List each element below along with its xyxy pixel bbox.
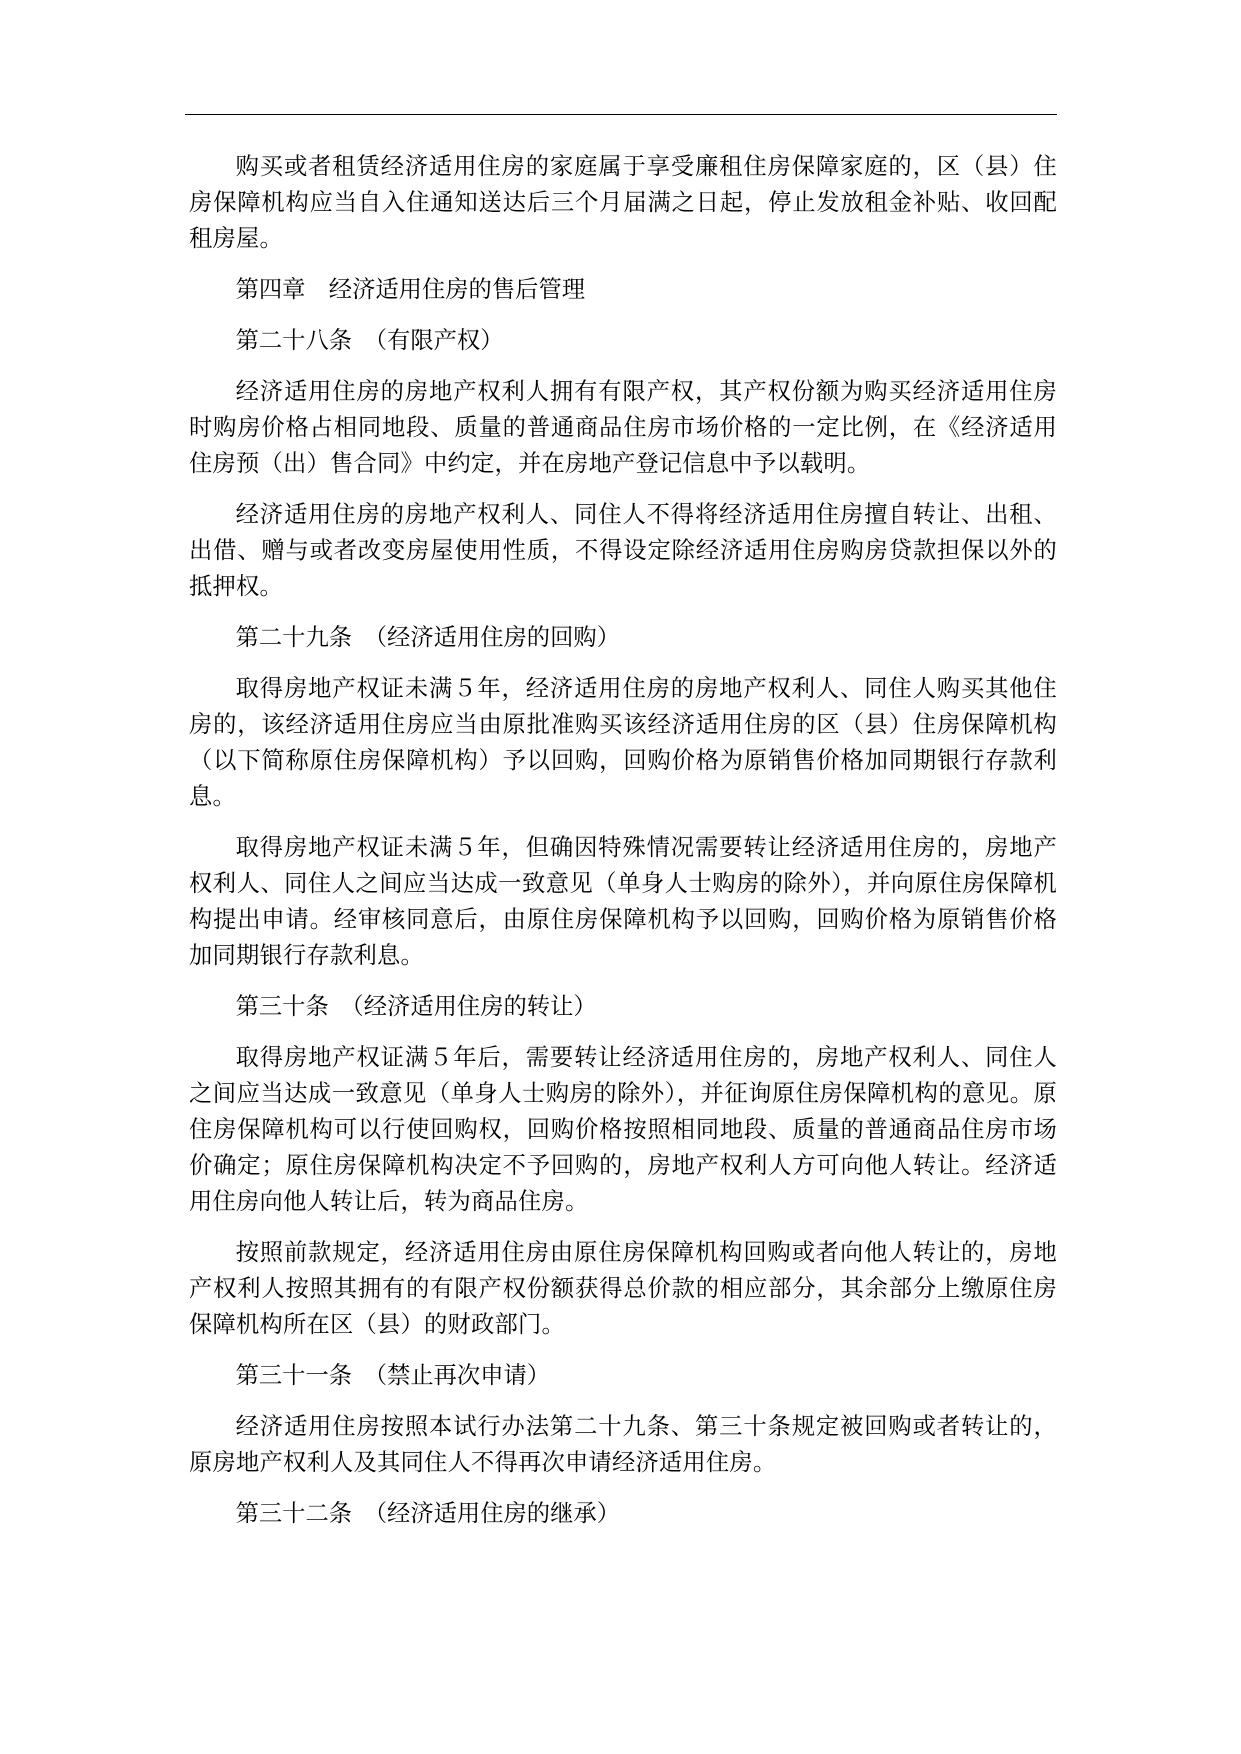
article-28-para-2: 经济适用住房的房地产权利人、同住人不得将经济适用住房擅自转让、出租、出借、赠与或者改变房屋使用性质，不得设定除经济适用住房购房贷款担保以外的抵押权。 <box>189 501 1057 600</box>
article-30-heading: 第三十条 （经济适用住房的转让） <box>235 993 597 1020</box>
article-28-heading: 第二十八条 （有限产权） <box>235 327 504 354</box>
header-rule <box>185 114 1057 115</box>
article-29-para-2: 取得房地产权证未满５年，但确因特殊情况需要转让经济适用住房的，房地产权利人、同住人之间应当达成一致意见（单身人士购房的除外），并向原住房保障机构提出申请。经审核同意后，由原住房保障机构予以回购，回购价格为原销售价格加同期银行存款利息。 <box>189 834 1057 969</box>
article-29-heading: 第二十九条 （经济适用住房的回购） <box>235 624 620 651</box>
article-31-heading: 第三十一条 （禁止再次申请） <box>235 1362 551 1389</box>
article-30-para-2: 按照前款规定，经济适用住房由原住房保障机构回购或者向他人转让的，房地产权利人按照其拥有的有限产权份额获得总价款的相应部分，其余部分上缴原住房保障机构所在区（县）的财政部门。 <box>189 1239 1057 1338</box>
article-29-para-1: 取得房地产权证未满５年，经济适用住房的房地产权利人、同住人购买其他住房的，该经济适用住房应当由原批准购买该经济适用住房的区（县）住房保障机构（以下简称原住房保障机构）予以回购，回购价格为原销售价格加同期银行存款利息。 <box>189 675 1057 810</box>
document-body <box>189 149 1057 1547</box>
chapter-heading: 第四章 经济适用住房的售后管理 <box>235 276 586 303</box>
article-30-para-1: 取得房地产权证满５年后，需要转让经济适用住房的，房地产权利人、同住人之间应当达成一致意见（单身人士购房的除外），并征询原住房保障机构的意见。原住房保障机构可以行使回购权，回购价格按照相同地段、质量的普通商品住房市场价确定；原住房保障机构决定不予回购的，房地产权利人方可向他人转让。经济适用住房向他人转让后，转为商品住房。 <box>189 1044 1057 1215</box>
paragraph-resident-subsidy: 购买或者租赁经济适用住房的家庭属于享受廉租住房保障家庭的，区（县）住房保障机构应当自入住通知送达后三个月届满之日起，停止发放租金补贴、收回配租房屋。 <box>189 153 1057 252</box>
article-31-para-1: 经济适用住房按照本试行办法第二十九条、第三十条规定被回购或者转让的，原房地产权利人及其同住人不得再次申请经济适用住房。 <box>189 1413 1057 1476</box>
article-32-heading: 第三十二条 （经济适用住房的继承） <box>235 1500 620 1527</box>
article-28-para-1: 经济适用住房的房地产权利人拥有有限产权，其产权份额为购买经济适用住房时购房价格占相同地段、质量的普通商品住房市场价格的一定比例，在《经济适用住房预（出）售合同》中约定，并在房地产登记信息中予以载明。 <box>189 378 1057 477</box>
